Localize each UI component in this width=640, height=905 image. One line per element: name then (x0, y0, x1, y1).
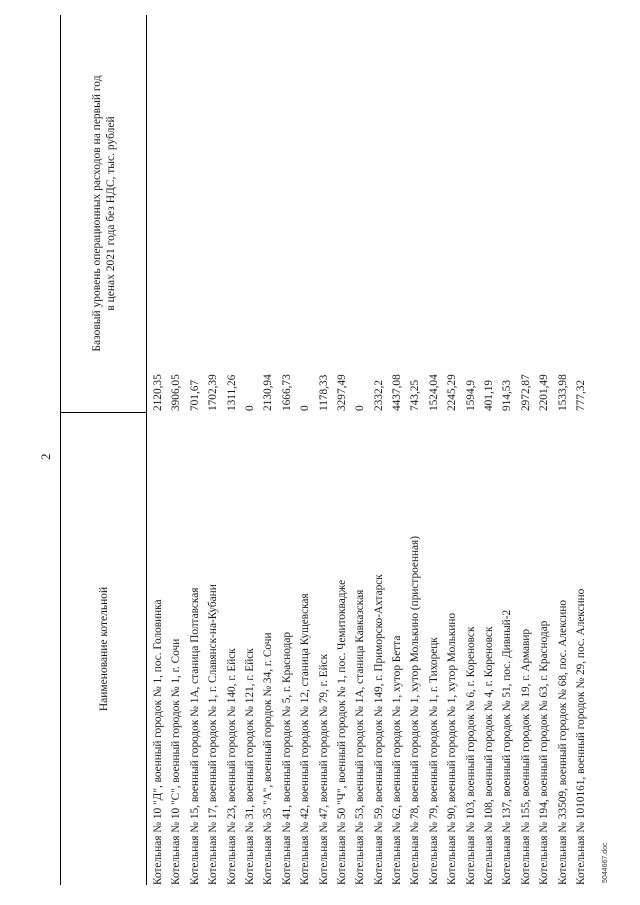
opex-value: 1533,98 (556, 374, 569, 411)
boiler-name: Котельная № 59, военный городок № 149, г. Приморско-Ахтарск (372, 574, 385, 885)
table-row (498, 15, 516, 885)
table-row (333, 15, 351, 885)
boiler-name: Котельная № 17, военный городок № 1, г. Славянск-на-Кубани (207, 584, 220, 885)
opex-value: 1666,73 (280, 374, 293, 411)
boiler-name: Котельная № 47, военный городок № 79, г. Ейск (317, 653, 330, 885)
table-row (315, 15, 333, 885)
opex-value: 1702,39 (207, 374, 220, 411)
table-row (259, 15, 277, 885)
footer-filename: 5044667.doc (602, 842, 609, 883)
boiler-name: Котельная № 78, военный городок № 1, хутор Молькино (пристроенная) (409, 535, 422, 885)
table-row (572, 15, 590, 885)
boiler-name: Котельная № 10 "Д", военный городок № 1, пос. Головинка (152, 599, 164, 885)
header-base-opex-line1: Базовый уровень операционных расходов на первый год (90, 75, 103, 352)
opex-value: 1178,33 (317, 374, 330, 411)
boiler-name: Котельная № 90, военный городок № 1, хутор Молькино (446, 612, 459, 885)
opex-value: 0 (299, 405, 312, 411)
boiler-name: Котельная № 35 "А", военный городок № 34, г. Сочи (262, 632, 275, 885)
opex-value: 2332,2 (372, 379, 385, 411)
opex-value: 1524,04 (427, 374, 440, 411)
table-row (388, 15, 406, 885)
opex-value: 3906,05 (170, 374, 183, 411)
header-base-opex (61, 15, 146, 412)
boiler-name: Котельная № 108, военный городок № 4, г. Кореновск (483, 626, 496, 885)
header-base-opex-line2: в ценах 2021 года без НДС, тыс. рублей (104, 116, 117, 311)
table-row (480, 15, 498, 885)
opex-value: 2130,94 (262, 374, 275, 411)
boiler-name: Котельная № 33509, военный городок № 68, пос. Алексино (556, 599, 569, 885)
opex-value: 3297,49 (335, 374, 348, 411)
table-row (535, 15, 553, 885)
table-row (351, 15, 369, 885)
opex-value: 401,19 (483, 379, 496, 411)
table-body (149, 15, 590, 885)
boiler-name: Котельная № 41, военный городок № 5, г. Краснодар (280, 631, 293, 885)
opex-value: 1594,9 (464, 379, 477, 411)
table-row (278, 15, 296, 885)
boiler-name: Котельная № 15, военный городок № 1А, станица Полтавская (188, 587, 201, 885)
table-row (186, 15, 204, 885)
boiler-name: Котельная № 31, военный городок № 121, г. Ейск (243, 648, 256, 885)
table-row (462, 15, 480, 885)
table-row (370, 15, 388, 885)
header-divider (61, 412, 146, 413)
opex-table (60, 15, 592, 885)
boiler-name: Котельная № 155, военный городок № 19, г. Армавир (519, 628, 532, 885)
opex-value: 2120,35 (152, 374, 164, 411)
opex-value: 701,67 (188, 379, 201, 411)
boiler-name: Котельная № 10 "С", военный городок № 1, г. Сочи (170, 638, 183, 885)
opex-value: 0 (243, 405, 256, 411)
opex-value: 4437,08 (391, 374, 404, 411)
opex-value: 0 (354, 405, 367, 411)
table-row (406, 15, 424, 885)
header-boiler-name: Наименование котельной (97, 586, 110, 712)
opex-value: 743,25 (409, 379, 422, 411)
page-number: 2 (38, 453, 53, 460)
boiler-name: Котельная № 103, военный городок № 6, г. Кореновск (464, 626, 477, 885)
table-header (60, 15, 147, 885)
table-row (554, 15, 572, 885)
opex-value: 2972,87 (519, 374, 532, 411)
opex-value: 914,53 (501, 379, 514, 411)
table-row (443, 15, 461, 885)
opex-value: 1311,26 (225, 374, 238, 411)
opex-value: 777,32 (574, 379, 587, 411)
boiler-name: Котельная № 1010161, военный городок № 29, пос. Алексино (574, 588, 587, 885)
table-row (167, 15, 185, 885)
boiler-name: Котельная № 23, военный городок № 140, г. Ейск (225, 648, 238, 885)
table-row (296, 15, 314, 885)
table-row (223, 15, 241, 885)
table-row (149, 15, 167, 885)
boiler-name: Котельная № 42, военный городок № 12, станица Кущевская (299, 593, 312, 885)
boiler-name: Котельная № 137, военный городок № 51, пос. Дивный-2 (501, 609, 514, 885)
table-row (517, 15, 535, 885)
opex-value: 2201,49 (538, 374, 551, 411)
boiler-name: Котельная № 53, военный городок № 1А, станица Кавказская (354, 589, 367, 885)
table-row (425, 15, 443, 885)
boiler-name: Котельная № 194, военный городок № 63, г. Краснодар (538, 620, 551, 885)
boiler-name: Котельная № 50 "Ч", военный городок № 1, пос. Чемитоквадже (335, 579, 348, 885)
table-row (241, 15, 259, 885)
table-row (204, 15, 222, 885)
boiler-name: Котельная № 62, военный городок № 1, хутор Бетта (391, 635, 404, 885)
boiler-name: Котельная № 79, военный городок № 1, г. Тихорецк (427, 637, 440, 885)
opex-value: 2245,29 (446, 374, 459, 411)
